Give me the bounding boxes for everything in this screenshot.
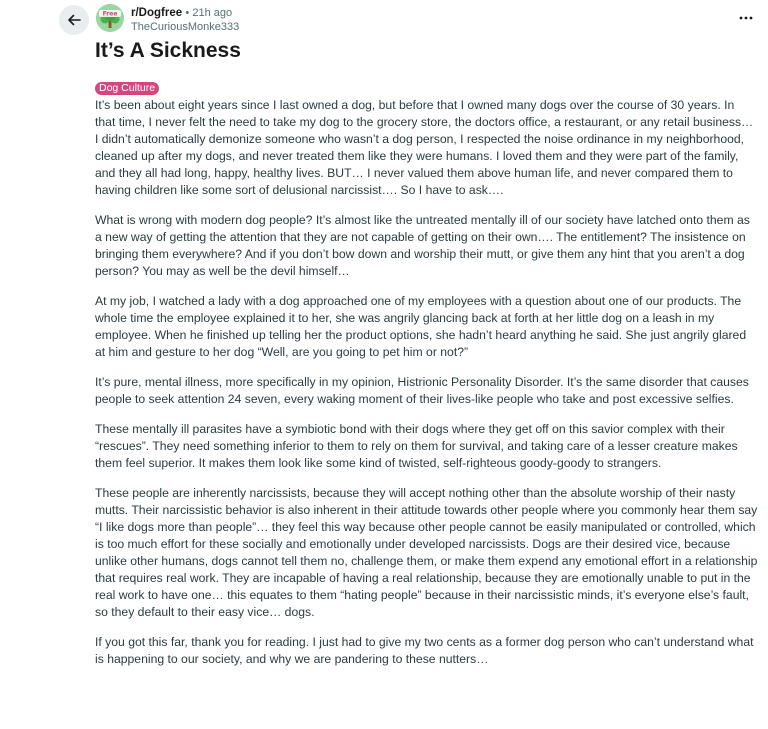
meta-separator: • (185, 7, 190, 19)
post-paragraph: It’s pure, mental illness, more specifically in my opinion, Histrionic Personality Disorder. It’s the same disorder that causes people to seek attention 24 seven, every waking moment of their lives-like people who take and post excessive selfies. (95, 375, 749, 406)
subreddit-avatar[interactable] (96, 4, 124, 32)
ellipsis-icon (739, 16, 753, 20)
post-title: It’s A Sickness (95, 39, 241, 62)
post-paragraph: These mentally ill parasites have a symbiotic bond with their dogs where they get off on this savior complex with their “rescues”. They need something inferior to them to rely on them for survival, and taking care of a lesser creature makes them feel superior. It makes them look like some kind of twisted, self-righteous goody-goody to strangers. (95, 422, 738, 470)
post-paragraph: If you got this far, thank you for reading. I just had to give my two cents as a former dog person who can’t understand what is happening to our society, and why we are pandering to these nutters… (95, 635, 754, 666)
more-options-button[interactable] (736, 10, 756, 26)
post-time: 21h ago (192, 7, 233, 19)
back-button[interactable] (59, 5, 89, 35)
post-meta (131, 6, 239, 34)
post-flair[interactable]: Dog Culture (95, 82, 159, 95)
post-paragraph: It’s been about eight years since I last owned a dog, but before that I owned many dogs over the course of 30 years. In that time, I never felt the need to take my dog to the grocery store, the doctors office, a restaurant, or any retail business… I didn’t automatically demonize someone who wasn’t a dog person, I respected the noise ordinance in my neighborhood, cleaned up after my dogs, and never treated them like they were humans. I loved them and they were part of the family, and they all had long, happy, healthy lives. BUT… I never valued them above human life, and never compared them to having children like some sort of delusional narcissist…. So I have to ask…. (95, 98, 754, 197)
dogfree-logo-icon (96, 4, 124, 32)
arrow-left-icon (67, 13, 81, 27)
post-body (95, 97, 758, 681)
post-paragraph: These people are inherently narcissists, because they will accept nothing other than the absolute worship of their nasty mutts. Their narcissistic behavior is also inherent in their attitude towards other people where you commonly hear them say “I like dogs more than people”… they feel this way because other people cannot be easily manipulated or controlled, which is too much effort for these socially and emotionally under developed narcissists. Dogs are their desired vice, because unlike other humans, dogs cannot tell them no, challenge them, or make them expend any emotional effort in a relationship that requires real work. They are incapable of having a real relationship, because they are emotionally unable to put in the real work to have one… this equates to them “hating people” because in their narcissistic minds, it’s everyone else’s fault, so they default to their easy vice… dogs. (95, 486, 758, 619)
subreddit-name[interactable]: r/Dogfree (131, 7, 183, 19)
svg-text:Free: Free (102, 10, 118, 18)
author-name[interactable]: TheCuriousMonke333 (131, 21, 240, 33)
post-paragraph: What is wrong with modern dog people? It’s almost like the untreated mentally ill of our society have latched onto them as a new way of getting the attention that they are not capable of getting on their own…. The entitlement? The insistence on bringing them everywhere? And if you don’t bow down and worship their mutt, or give them any hint that you aren’t a dog person? You may as well be the devil himself… (95, 213, 750, 278)
post-paragraph: At my job, I watched a lady with a dog approached one of my employees with a question about one of our products. The whole time the employee explained it to her, she was angrily glancing back at forth at her little dog on a leash in my employee. When he finished up telling her the product options, she hadn’t heard anything he said. She just angrily glared at him and gesture to her dog “Well, are you going to pet him or not?” (95, 294, 747, 359)
